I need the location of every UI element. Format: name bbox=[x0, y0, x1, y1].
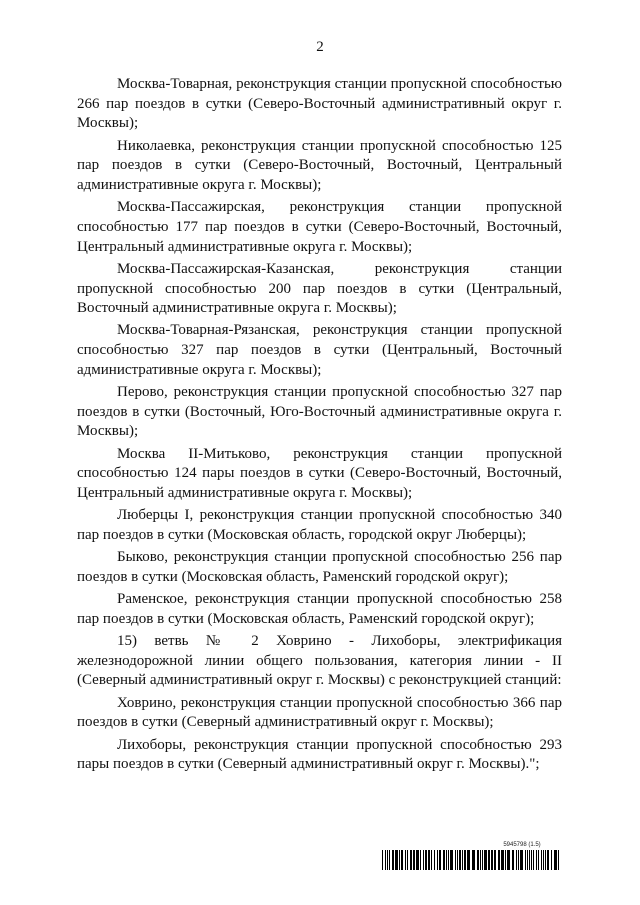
barcode-bar bbox=[533, 850, 534, 870]
paragraph: Люберцы I, реконструкция станции пропускной способностью 340 пар поездов в сутки (Московская область, городской округ Люберцы); bbox=[77, 507, 562, 543]
barcode-bar bbox=[387, 850, 388, 870]
barcode-bar bbox=[551, 850, 552, 870]
barcode-bar bbox=[448, 850, 449, 870]
barcode-bar bbox=[392, 850, 394, 870]
barcode-bar bbox=[457, 850, 458, 870]
barcode-bar bbox=[498, 850, 500, 870]
page-number: 2 bbox=[316, 39, 324, 55]
barcode-bar bbox=[516, 850, 517, 870]
barcode-bar bbox=[437, 850, 438, 870]
barcode-bar bbox=[420, 850, 421, 870]
barcode-bar bbox=[431, 850, 432, 870]
paragraph: Лихоборы, реконструкция станции пропускной способностью 293 пары поездов в сутки (Северный административный округ г. Москвы)."; bbox=[77, 736, 562, 773]
barcode-bar bbox=[395, 850, 398, 870]
paragraph: 15) ветвь № 2 Ховрино - Лихоборы, электрификация железнодорожной линии общего пользования, категория линии - II (Северный административный округ г. Москвы) с реконструкцией станций: bbox=[77, 632, 562, 689]
paragraph: Раменское, реконструкция станции пропускной способностью 258 пар поездов в сутки (Московская область, Раменский городской округ); bbox=[77, 591, 562, 627]
barcode-bar bbox=[459, 850, 461, 870]
paragraph: Ховрино, реконструкция станции пропускной способностью 366 пар поездов в сутки (Северный административный округ г. Москвы); bbox=[77, 694, 562, 731]
barcode-bar bbox=[455, 850, 456, 870]
barcode-bar bbox=[399, 850, 400, 870]
barcode-bar bbox=[401, 850, 403, 870]
barcode-bar bbox=[462, 850, 463, 870]
barcode-bar bbox=[477, 850, 479, 870]
barcode-bar bbox=[423, 850, 424, 870]
barcode-icon bbox=[382, 850, 562, 870]
barcode-bar bbox=[472, 850, 475, 870]
barcode-bar bbox=[413, 850, 415, 870]
document-body bbox=[77, 75, 562, 777]
barcode-bar bbox=[545, 850, 546, 870]
barcode-bar bbox=[407, 850, 408, 870]
paragraph: Москва-Товарная, реконструкция станции пропускной способностью 266 пар поездов в сутки (Северо-Восточный административный округ г. Москвы); bbox=[77, 76, 562, 132]
barcode-bar bbox=[538, 850, 539, 870]
barcode-bar bbox=[554, 850, 557, 870]
barcode-bar bbox=[434, 850, 435, 870]
barcode-bar bbox=[488, 850, 490, 870]
paragraph: Москва-Пассажирская, реконструкция станции пропускной способностью 177 пар поездов в сутки (Северо-Восточный, Восточный, Центральный административные округа г. Москвы); bbox=[77, 199, 562, 255]
barcode-bar bbox=[527, 850, 528, 870]
paragraph: Москва-Пассажирская-Казанская, реконструкция станции пропускной способностью 200 пар поездов в сутки (Центральный, Восточный административные округа г. Москвы); bbox=[77, 260, 562, 317]
barcode-bar bbox=[382, 850, 383, 870]
barcode-bar bbox=[480, 850, 481, 870]
barcode-bar bbox=[416, 850, 419, 870]
barcode-bar bbox=[482, 850, 483, 870]
barcode-bar bbox=[494, 850, 496, 870]
barcode-caption: 5945798 (1.5) bbox=[503, 842, 541, 848]
barcode-bar bbox=[467, 850, 470, 870]
paragraph: Москва-Товарная-Рязанская, реконструкция станции пропускной способностью 327 пар поездов в сутки (Центральный, Восточный административные округа г. Москвы); bbox=[77, 322, 562, 378]
barcode-bar bbox=[425, 850, 427, 870]
barcode-bar bbox=[507, 850, 510, 870]
barcode-bar bbox=[543, 850, 544, 870]
barcode-bar bbox=[446, 850, 447, 870]
barcode-bar bbox=[443, 850, 445, 870]
barcode-bar bbox=[547, 850, 549, 870]
barcode-bar bbox=[464, 850, 466, 870]
barcode-bar bbox=[501, 850, 504, 870]
barcode-bar bbox=[512, 850, 514, 870]
paragraph: Москва II-Митьково, реконструкция станции пропускной способностью 124 пары поездов в сутки (Северо-Восточный, Восточный, Центральный административные округа г. Москвы); bbox=[77, 445, 562, 502]
barcode-bar bbox=[505, 850, 506, 870]
paragraph: Перово, реконструкция станции пропускной способностью 327 пар поездов в сутки (Восточный, Юго-Восточный административные округа г. Москвы); bbox=[77, 384, 562, 440]
barcode-bar bbox=[520, 850, 523, 870]
barcode-bar bbox=[450, 850, 453, 870]
barcode-block bbox=[382, 842, 562, 870]
barcode-bar bbox=[518, 850, 519, 870]
barcode-bar bbox=[541, 850, 542, 870]
barcode-bar bbox=[558, 850, 559, 870]
barcode-bar bbox=[389, 850, 390, 870]
barcode-bar bbox=[405, 850, 406, 870]
barcode-bar bbox=[531, 850, 532, 870]
paragraph: Николаевка, реконструкция станции пропускной способностью 125 пар поездов в сутки (Северо-Восточный, Восточный, Центральный административные округа г. Москвы); bbox=[77, 137, 562, 194]
barcode-bar bbox=[484, 850, 487, 870]
barcode-bar bbox=[410, 850, 412, 870]
barcode-bar bbox=[529, 850, 530, 870]
barcode-bar bbox=[385, 850, 386, 870]
barcode-bar bbox=[491, 850, 493, 870]
barcode-bar bbox=[439, 850, 441, 870]
paragraph: Быково, реконструкция станции пропускной способностью 256 пар поездов в сутки (Московская область, Раменский городской округ); bbox=[77, 549, 562, 585]
barcode-bar bbox=[536, 850, 537, 870]
barcode-bar bbox=[525, 850, 526, 870]
barcode-bar bbox=[428, 850, 430, 870]
